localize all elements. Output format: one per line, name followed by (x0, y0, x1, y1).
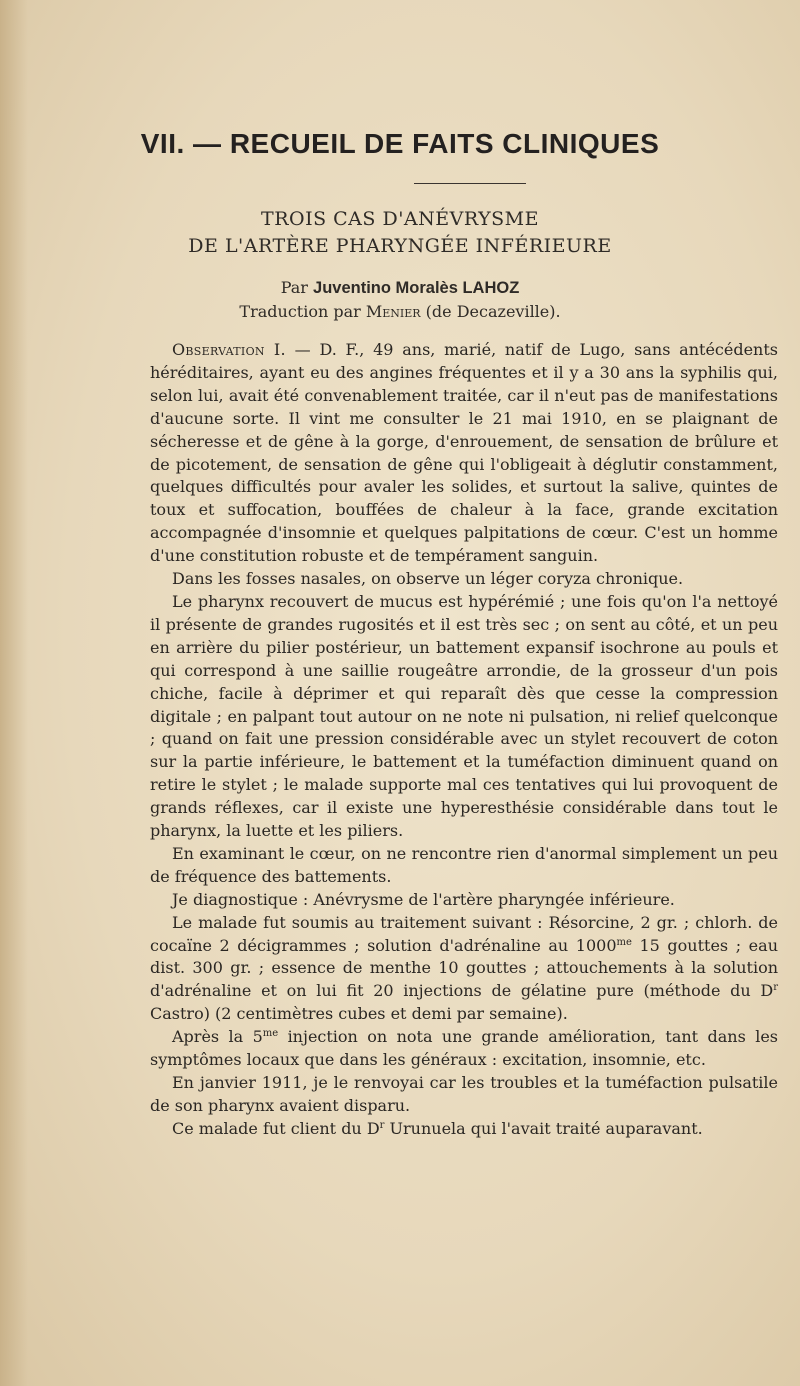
superscript: r (773, 982, 778, 994)
title-line-2: DE L'ARTÈRE PHARYNGÉE INFÉRIEURE (188, 235, 612, 257)
paragraph-6-part-c: Castro) (2 centimètres cubes et demi par semaine). (150, 1004, 568, 1024)
paragraph-4: En examinant le cœur, on ne rencontre rien d'anormal simplement un peu de fréquence des battements. (150, 843, 778, 886)
section-heading: VII. — RECUEIL DE FAITS CLINIQUES (140, 128, 660, 159)
paragraph-8: En janvier 1911, je le renvoyai car les troubles et la tuméfaction pulsatile de son pharynx avaient disparu. (150, 1073, 778, 1115)
paragraph-7-part-a: Après la 5 (172, 1027, 263, 1047)
byline-prefix: Par (280, 278, 308, 297)
article-body (150, 339, 778, 1141)
paragraph-1-text: — D. F., 49 ans, marié, natif de Lugo, sans antécédents héréditaires, ayant eu des angines fréquentes et il y a 30 ans la syphilis qui, selon lui, avait été convenablement traitée, car il n'eut pas de manifestations d'aucune sorte. Il vint me consulter le 21 mai 1910, en se plaignant de sécheresse et de gêne à la gorge, d'enrouement, de sensation de brûlure et de picotement, de sensation de gêne qui l'obligeait à déglutir constamment, quelques difficultés pour avaler les solides, et surtout la salive, quintes de toux et suffocation, bouffées de chaleur à la face, grande excitation accompagnée d'insomnie et quelques palpitations de cœur. C'est un homme d'une constitution robuste et de tempérament sanguin. (150, 340, 779, 566)
title-divider (414, 183, 526, 184)
translator-name: Menier (365, 302, 421, 321)
paragraph-7-part-b: injection on nota une grande amélioration, tant dans les symptômes locaux que dans les généraux : excitation, insomnie, etc. (150, 1027, 778, 1070)
article-title (0, 206, 800, 260)
paragraph-6-part-a: Le malade fut soumis au traitement suivant : Résorcine, 2 gr. ; chlorh. de cocaïne 2 décigrammes ; solution d'adrénaline au 1000 (150, 912, 778, 955)
byline (0, 276, 800, 323)
superscript: r (379, 1119, 385, 1131)
translator-line (0, 300, 800, 323)
translation-prefix: Traduction par (239, 302, 361, 321)
paragraph-6-part-b: 15 gouttes ; eau dist. 300 gr. ; essence de menthe 10 gouttes ; attouchements à la solution d'adrénaline et on lui fit 20 injections de gélatine pure (méthode du D (150, 935, 778, 1001)
paragraph-9-part-b: Urunuela qui l'avait traité auparavant. (384, 1118, 703, 1138)
paragraph-6 (150, 912, 778, 1027)
paragraph-9 (150, 1118, 778, 1141)
superscript: me (262, 1028, 279, 1040)
paragraph-observation-1 (150, 339, 778, 568)
paragraph-5: Je diagnostique : Anévrysme de l'artère pharyngée inférieure. (172, 889, 675, 909)
paragraph-9-part-a: Ce malade fut client du D (172, 1118, 380, 1138)
paragraph-2: Dans les fosses nasales, on observe un léger coryza chronique. (172, 569, 684, 589)
author-line (0, 276, 800, 300)
superscript: me (616, 936, 632, 948)
paragraph-3: Le pharynx recouvert de mucus est hypérémié ; une fois qu'on l'a nettoyé il présente de grandes rugosités et il est très sec ; on sent au côté, et un peu en arrière du pilier postérieur, un battement expansif isochrone au pouls et qui correspond à une saillie rougeâtre arrondie, de la grosseur d'un pois chiche, facile à déprimer et qui reparaît dès que cesse la compression digitale ; en palpant tout autour on ne note ni pulsation, ni relief quelconque ; quand on fait une pression considérable avec un stylet recouvert de coton sur la partie inférieure, le battement et la tuméfaction diminuent quand on retire le stylet ; le malade supporte mal ces tentatives qui lui provoquent de grands réflexes, car il existe une hyperesthésie considérable dans tout le pharynx, la luette et les piliers. (150, 591, 778, 841)
paragraph-7 (150, 1026, 778, 1072)
author-name: Juventino Moralès LAHOZ (313, 279, 520, 297)
translator-suffix: (de Decazeville). (425, 302, 561, 321)
title-line-1: TROIS CAS D'ANÉVRYSME (261, 208, 539, 230)
observation-label: Observation I. (172, 340, 286, 359)
